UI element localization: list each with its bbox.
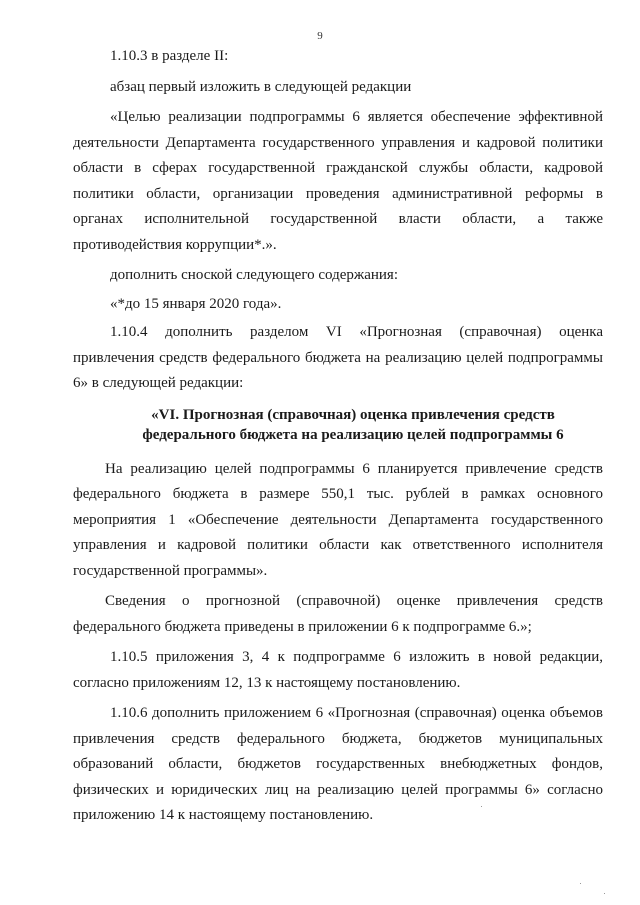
paragraph-1-10-4: 1.10.4 дополнить разделом VI «Прогнозная (справочная) оценка привлечения средств федерального бюджета на реализацию целей подпрограммы 6» в следующей редакции: [73, 324, 603, 391]
section-heading: «VI. Прогнозная (справочная) оценка привлечения средств федерального бюджета на реализацию целей подпрограммы 6 [142, 406, 564, 443]
scan-speck [580, 883, 581, 884]
paragraph-1-10-5: 1.10.5 приложения 3, 4 к подпрограмме 6 изложить в новой редакции, согласно приложениям 12, 13 к настоящему постановлению. [73, 649, 603, 691]
paragraph-funding: На реализацию целей подпрограммы 6 планируется привлечение средств федерального бюджета в размере 550,1 тыс. рублей в рамках основного мероприятия 1 «Обеспечение деятельности Департамента государственного управления и кадровой политики области как ответственного исполнителя государственной программы». [73, 460, 603, 579]
page-number: 9 [317, 30, 323, 42]
paragraph-1-10-6: 1.10.6 дополнить приложением 6 «Прогнозная (справочная) оценка объемов привлечения средств федерального бюджета, бюджетов муниципальных образований области, бюджетов государственных внебюджетных фондов, физических и юридических лиц на реализацию целей программы 6» согласно приложению 14 к настоящему постановлению. [73, 705, 603, 823]
document-body [73, 44, 603, 829]
paragraph-footnote-text: «*до 15 января 2020 года». [110, 295, 282, 312]
paragraph-svedeniya: Сведения о прогнозной (справочной) оценке привлечения средств федерального бюджета приведены в приложении 6 к подпрограмме 6.»; [73, 593, 603, 635]
paragraph-abzac: абзац первый изложить в следующей редакции [110, 78, 412, 95]
scan-speck [481, 806, 482, 807]
scan-speck [604, 893, 605, 894]
paragraph-footnote-intro: дополнить сноской следующего содержания: [110, 267, 399, 283]
paragraph-quote-goal: «Целью реализации подпрограммы 6 является обеспечение эффективной деятельности Департамента государственного управления и кадровой политики области в сферах государственной гражданской службы области, кадровой политики области, организации проведения административной реформы в органах исполнительной государственной власти области, а также противодействия коррупции*.». [73, 109, 603, 253]
paragraph-1-10-3: 1.10.3 в разделе II: [110, 48, 229, 64]
